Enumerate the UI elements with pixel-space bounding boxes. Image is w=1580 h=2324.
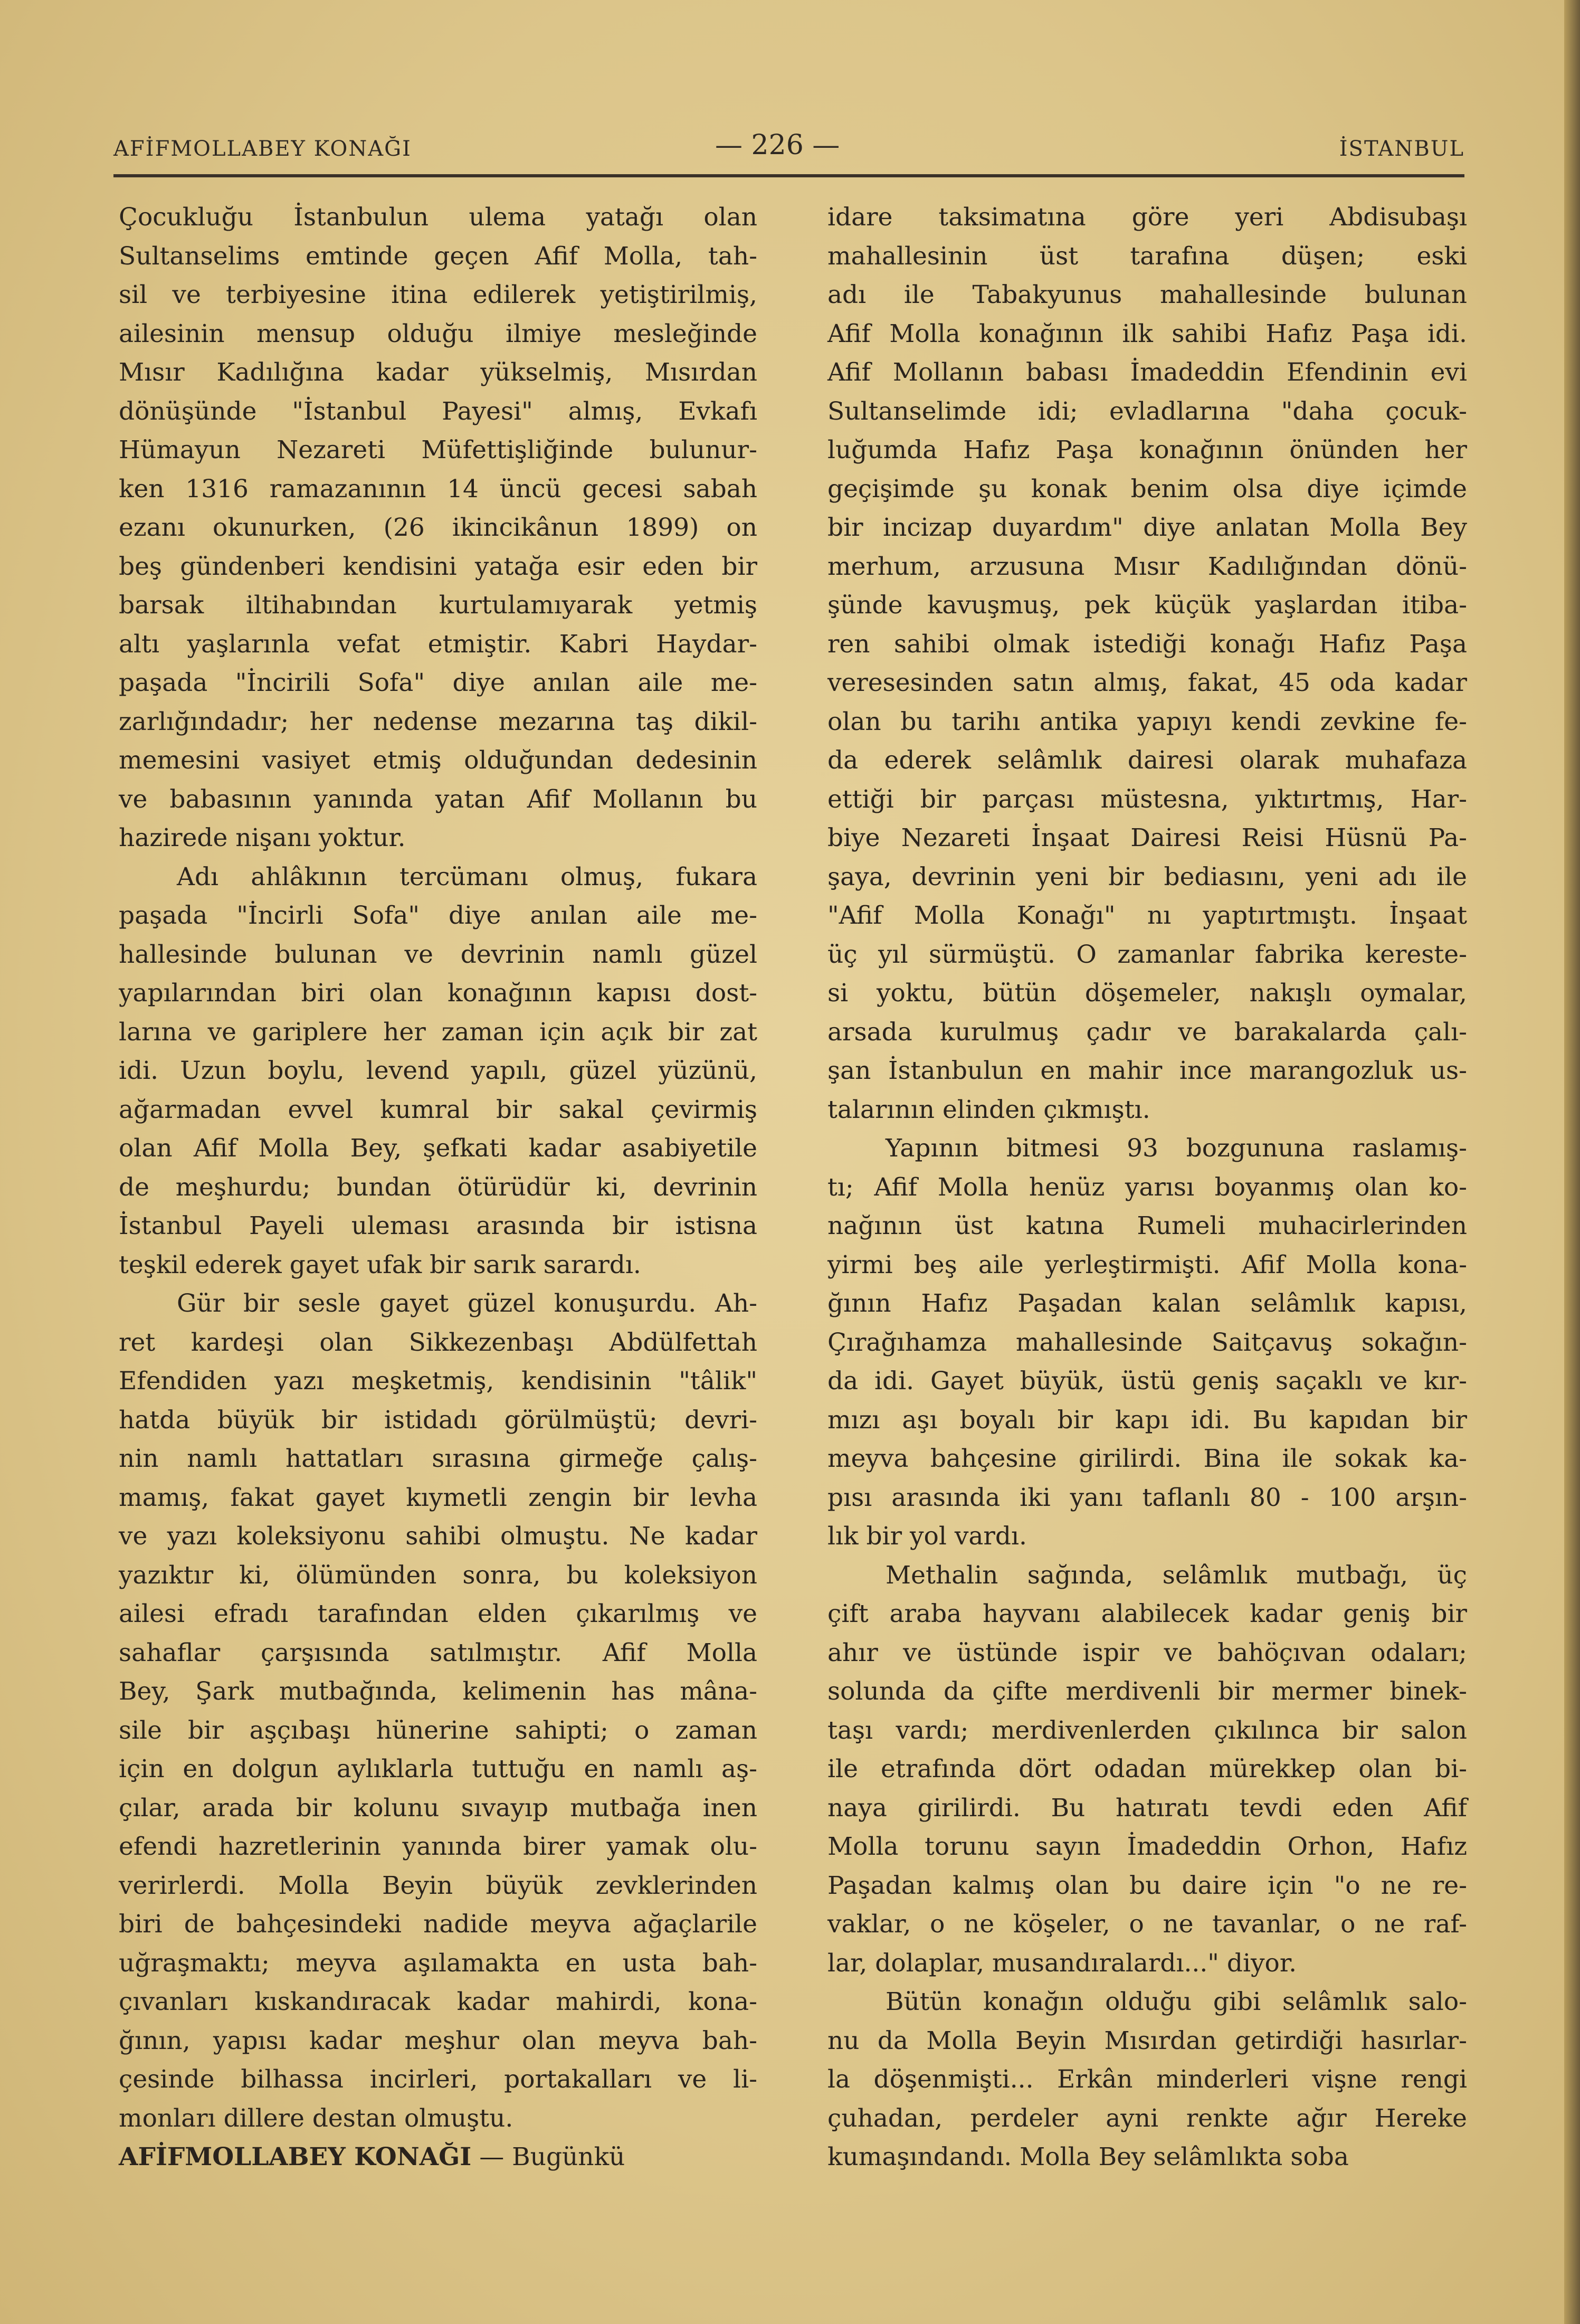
text-line: yazıktır ki, ölümünden sonra, bu koleksiyon	[119, 1560, 757, 1590]
text-line: zarlığındadır; her nedense mezarına taş dikil-	[119, 707, 757, 736]
text-line: Adı ahlâkının tercümanı olmuş, fukara	[177, 862, 757, 891]
text-line: Mısır Kadılığına kadar yükselmiş, Mısırdan	[119, 358, 757, 387]
text-line: mızı aşı boyalı bir kapı idi. Bu kapıdan bir	[827, 1405, 1467, 1435]
header-left-title: AFİFMOLLABEY KONAĞI	[113, 137, 412, 161]
running-header	[113, 129, 1464, 166]
text-line: mamış, fakat gayet kıymetli zengin bir levha	[119, 1483, 757, 1512]
text-line: naya girilirdi. Bu hatıratı tevdi eden Afif	[827, 1793, 1467, 1823]
text-line: üç yıl sürmüştü. O zamanlar fabrika kereste-	[827, 940, 1467, 969]
text-line: Paşadan kalmış olan bu daire için "o ne re-	[827, 1871, 1467, 1900]
text-line: Afif Molla konağının ilk sahibi Hafız Paşa idi.	[827, 319, 1467, 348]
text-line: larına ve gariplere her zaman için açık bir zat	[119, 1017, 757, 1047]
text-line: çıvanları kıskandıracak kadar mahirdi, kona-	[119, 1987, 757, 2016]
text-line: ezanı okunurken, (26 ikincikânun 1899) on	[119, 513, 757, 542]
text-line: Bütün konağın olduğu gibi selâmlık salo-	[886, 1987, 1467, 2016]
text-line: beş gündenberi kendisini yatağa esir eden bir	[119, 552, 757, 581]
text-line: tı; Afif Molla henüz yarısı boyanmış olan ko-	[827, 1172, 1467, 1202]
text-line: ğının Hafız Paşadan kalan selâmlık kapısı,	[827, 1289, 1467, 1318]
text-line: AFİFMOLLABEY KONAĞI — Bugünkü	[119, 2142, 625, 2171]
text-line: Molla torunu sayın İmadeddin Orhon, Hafız	[827, 1832, 1467, 1861]
text-line: ret kardeşi olan Sikkezenbaşı Abdülfettah	[119, 1327, 757, 1357]
text-line: verirlerdi. Molla Beyin büyük zevklerinden	[119, 1871, 757, 1900]
text-line: taşı vardı; merdivenlerden çıkılınca bir salon	[827, 1715, 1467, 1745]
header-right-title: İSTANBUL	[1339, 137, 1464, 161]
text-line: ailesinin mensup olduğu ilmiye mesleğinde	[119, 319, 757, 348]
text-line: da idi. Gayet büyük, üstü geniş saçaklı ve kır-	[827, 1367, 1467, 1396]
text-line: barsak iltihabından kurtulamıyarak yetmiş	[119, 591, 757, 620]
page-edge	[1564, 0, 1580, 2324]
text-line: ve babasının yanında yatan Afif Mollanın bu	[119, 784, 757, 814]
text-line: idi. Uzun boylu, levend yapılı, güzel yüzünü,	[119, 1056, 757, 1085]
text-line: vaklar, o ne köşeler, o ne tavanlar, o ne raf-	[827, 1910, 1467, 1939]
text-line: Sultanselims emtinde geçen Afif Molla, tah-	[119, 241, 757, 271]
text-line: uğraşmaktı; meyva aşılamakta en usta bah-	[119, 1948, 757, 1978]
text-line: idare taksimatına göre yeri Abdisubaşı	[827, 203, 1467, 232]
text-line: la döşenmişti... Erkân minderleri vişne rengi	[827, 2065, 1467, 2094]
text-line: teşkil ederek gayet ufak bir sarık sarardı.	[119, 1250, 641, 1279]
text-line: hazirede nişanı yoktur.	[119, 823, 406, 852]
right-column	[827, 198, 1467, 2177]
text-line: Yapının bitmesi 93 bozgununa raslamış-	[886, 1134, 1467, 1163]
text-line: Çırağıhamza mahallesinde Saitçavuş sokağın-	[827, 1327, 1467, 1357]
text-line: ğının, yapısı kadar meşhur olan meyva bah-	[119, 2026, 757, 2055]
text-line: şaya, devrinin yeni bir bediasını, yeni adı ile	[827, 862, 1467, 891]
text-line: lık bir yol vardı.	[827, 1522, 1027, 1551]
text-line: biri de bahçesindeki nadide meyva ağaçlarile	[119, 1910, 757, 1939]
text-line: memesini vasiyet etmiş olduğundan dedesinin	[119, 746, 757, 775]
text-line: olan bu tarihı antika yapıyı kendi zevkine fe-	[827, 707, 1467, 736]
text-line: geçişimde şu konak benim olsa diye içimde	[827, 474, 1467, 504]
text-line: Efendiden yazı meşketmiş, kendisinin "tâlik"	[119, 1367, 757, 1396]
text-line: da ederek selâmlık dairesi olarak muhafaza	[827, 746, 1467, 775]
text-line: sil ve terbiyesine itina edilerek yetiştirilmiş,	[119, 280, 757, 309]
text-line: şünde kavuşmuş, pek küçük yaşlardan itiba-	[827, 591, 1467, 620]
text-line: monları dillere destan olmuştu.	[119, 2103, 513, 2133]
text-line: ettiği bir parçası müstesna, yıktırtmış, Har-	[827, 784, 1467, 814]
text-line: efendi hazretlerinin yanında birer yamak olu-	[119, 1832, 757, 1861]
text-line: sahaflar çarşısında satılmıştır. Afif Molla	[119, 1638, 757, 1667]
text-line: solunda da çifte merdivenli bir mermer binek-	[827, 1677, 1467, 1706]
text-line: olan Afif Molla Bey, şefkati kadar asabiyetile	[119, 1134, 757, 1163]
text-line: talarının elinden çıkmıştı.	[827, 1095, 1150, 1124]
text-line: hatda büyük bir istidadı görülmüştü; devri-	[119, 1405, 757, 1435]
text-line: çılar, arada bir kolunu sıvayıp mutbağa inen	[119, 1793, 757, 1823]
text-line: merhum, arzusuna Mısır Kadılığından dönü-	[827, 552, 1467, 581]
text-line: lar, dolaplar, musandıralardı..." diyor.	[827, 1948, 1297, 1978]
text-line: için en dolgun aylıklarla tuttuğu en namlı aş-	[119, 1754, 757, 1784]
text-line: Methalin sağında, selâmlık mutbağı, üç	[886, 1560, 1467, 1590]
text-line: si yoktu, bütün döşemeler, nakışlı oymalar,	[827, 979, 1467, 1008]
text-line: pısı arasında iki yanı taflanlı 80 - 100 arşın-	[827, 1483, 1467, 1512]
text-line: Gür bir sesle gayet güzel konuşurdu. Ah-	[177, 1289, 757, 1318]
header-rule	[113, 174, 1464, 177]
text-line: çift araba hayvanı alabilecek kadar geniş bir	[827, 1599, 1467, 1628]
text-line: ahır ve üstünde ispir ve bahöçıvan odaları;	[827, 1638, 1467, 1667]
text-line: nağının üst katına Rumeli muhacirlerinden	[827, 1211, 1467, 1240]
text-line: adı ile Tabakyunus mahallesinde bulunan	[827, 280, 1467, 309]
text-line: çesinde bilhassa incirleri, portakalları ve li-	[119, 2065, 757, 2094]
text-line: sile bir aşçıbaşı hünerine sahipti; o zaman	[119, 1715, 757, 1745]
text-line: ağarmadan evvel kumral bir sakal çevirmiş	[119, 1095, 757, 1124]
text-line: luğumda Hafız Paşa konağının önünden her	[827, 435, 1467, 464]
text-line: ve yazı koleksiyonu sahibi olmuştu. Ne kadar	[119, 1522, 757, 1551]
text-line: altı yaşlarınla vefat etmiştir. Kabri Haydar-	[119, 629, 757, 659]
text-line: yirmi beş aile yerleştirmişti. Afif Molla kona-	[827, 1250, 1467, 1279]
text-line: ren sahibi olmak istediği konağı Hafız Paşa	[827, 629, 1467, 659]
text-line: ailesi efradı tarafından elden çıkarılmış ve	[119, 1599, 757, 1628]
page-number: — 226 —	[715, 129, 840, 161]
text-line: Sultanselimde idi; evladlarına "daha çocuk-	[827, 396, 1467, 426]
text-line: de meşhurdu; bundan ötürüdür ki, devrinin	[119, 1172, 757, 1202]
text-line: İstanbul Payeli uleması arasında bir istisna	[119, 1211, 757, 1240]
text-line: biye Nezareti İnşaat Dairesi Reisi Hüsnü Pa-	[827, 823, 1467, 852]
text-line: yapılarından biri olan konağının kapısı dost-	[119, 979, 757, 1008]
text-line: çuhadan, perdeler ayni renkte ağır Hereke	[827, 2103, 1467, 2133]
text-line: Afif Mollanın babası İmadeddin Efendinin evi	[827, 358, 1467, 387]
text-line: ken 1316 ramazanının 14 üncü gecesi sabah	[119, 474, 757, 504]
text-line: ile etrafında dört odadan mürekkep olan bi-	[827, 1754, 1467, 1784]
text-line: nin namlı hattatları sırasına girmeğe çalış-	[119, 1444, 757, 1473]
text-line: dönüşünde "İstanbul Payesi" almış, Evkafı	[119, 396, 757, 426]
text-line: şan İstanbulun en mahir ince marangozluk us-	[827, 1056, 1467, 1085]
text-line: nu da Molla Beyin Mısırdan getirdiği hasırlar-	[827, 2026, 1467, 2055]
text-line: mahallesinin üst tarafına düşen; eski	[827, 241, 1467, 271]
text-line: meyva bahçesine girilirdi. Bina ile sokak ka-	[827, 1444, 1467, 1473]
text-line: arsada kurulmuş çadır ve barakalarda çalı-	[827, 1017, 1467, 1047]
text-line: Hümayun Nezareti Müfettişliğinde bulunur-	[119, 435, 757, 464]
text-line: paşada "İncirli Sofa" diye anılan aile me-	[119, 901, 757, 930]
text-line: hallesinde bulunan ve devrinin namlı güzel	[119, 940, 757, 969]
text-line: "Afif Molla Konağı" nı yaptırtmıştı. İnşaat	[827, 901, 1467, 930]
text-line: bir incizap duyardım" diye anlatan Molla Bey	[827, 513, 1467, 542]
text-line: paşada "İncirili Sofa" diye anılan aile me-	[119, 668, 757, 697]
left-column	[119, 198, 757, 2177]
text-line: Bey, Şark mutbağında, kelimenin has mâna-	[119, 1677, 757, 1706]
text-line: Çocukluğu İstanbulun ulema yatağı olan	[119, 203, 757, 232]
text-line: kumaşındandı. Molla Bey selâmlıkta soba	[827, 2142, 1349, 2171]
text-line: veresesinden satın almış, fakat, 45 oda kadar	[827, 668, 1467, 697]
